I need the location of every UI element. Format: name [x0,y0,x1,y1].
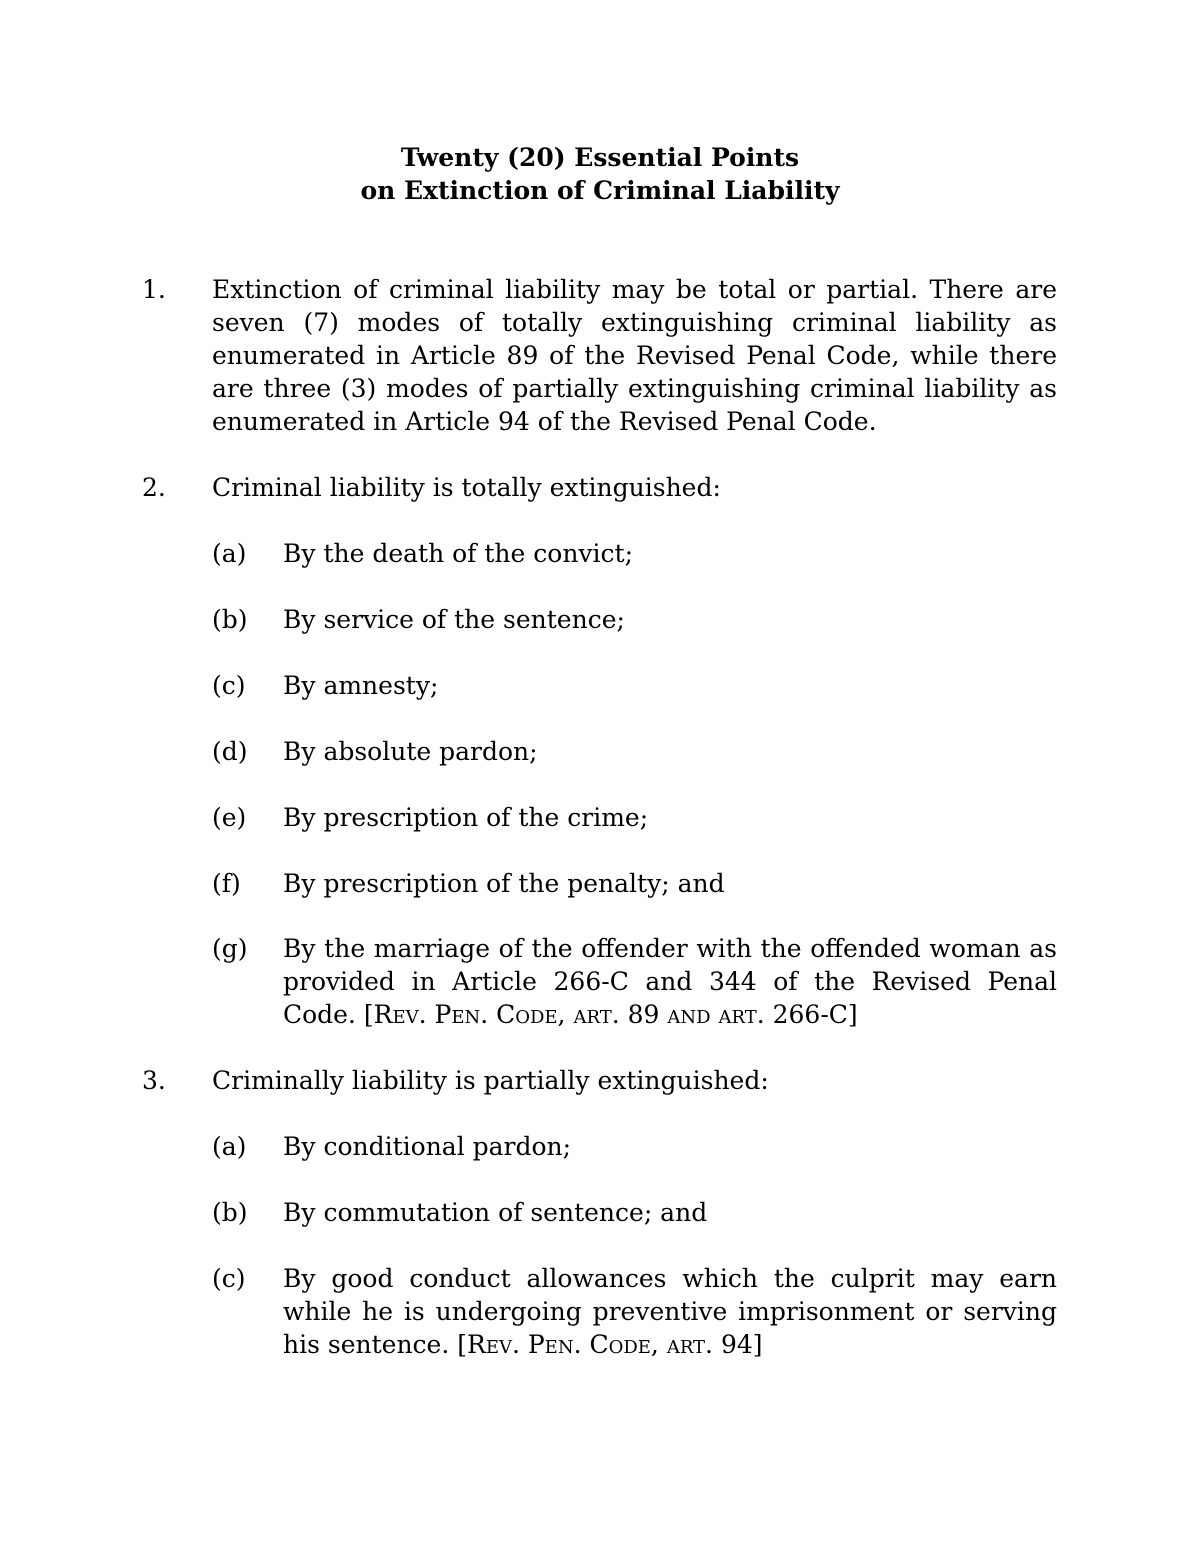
point-text: Criminally liability is partially extinguished: [212,1066,769,1095]
item-letter: (f) [212,869,241,898]
item-text: By good conduct allowances which the culprit may earn while he is undergoing preventive imprisonment or serving his sentence. [283,1264,1057,1359]
item-text: By conditional pardon; [283,1132,572,1161]
document-title-line-2: on Extinction of Criminal Liability [360,176,840,205]
point-number: 1. [142,275,166,304]
item-text: By amnesty; [283,671,439,700]
item-text: By the marriage of the offender with the offended woman as provided in Article 266-C and 344 of the Revised Penal Code. [283,934,1057,1029]
item-letter: (a) [212,1132,247,1161]
point-number: 2. [142,473,166,502]
item-text: By prescription of the penalty; and [283,869,725,898]
citation: [Rev. Pen. Code, art. 94] [457,1330,763,1359]
item-text-with-citation [283,1262,1057,1361]
item-letter: (g) [212,934,248,963]
item-text: By absolute pardon; [283,737,538,766]
point-number: 3. [142,1066,166,1095]
item-text: By service of the sentence; [283,605,625,634]
item-letter: (c) [212,671,246,700]
point-text: Extinction of criminal liability may be total or partial. There are seven (7) modes of totally extinguishing criminal liability as enumerated in Article 89 of the Revised Penal Code, while there are three (3) modes of partially extinguishing criminal liability as enumerated in Article 94 of the Revised Penal Code. [212,275,1057,436]
item-text: By prescription of the crime; [283,803,649,832]
item-letter: (b) [212,1198,248,1227]
item-letter: (c) [212,1264,246,1293]
item-letter: (e) [212,803,247,832]
citation: [Rev. Pen. Code, art. 89 and art. 266-C] [363,1000,858,1029]
document-title-line-1: Twenty (20) Essential Points [400,143,800,172]
item-text: By commutation of sentence; and [283,1198,708,1227]
item-letter: (a) [212,539,247,568]
item-text: By the death of the convict; [283,539,634,568]
item-letter: (d) [212,737,248,766]
point-text: Criminal liability is totally extinguished: [212,473,721,502]
item-letter: (b) [212,605,248,634]
item-text-with-citation [283,932,1057,1031]
